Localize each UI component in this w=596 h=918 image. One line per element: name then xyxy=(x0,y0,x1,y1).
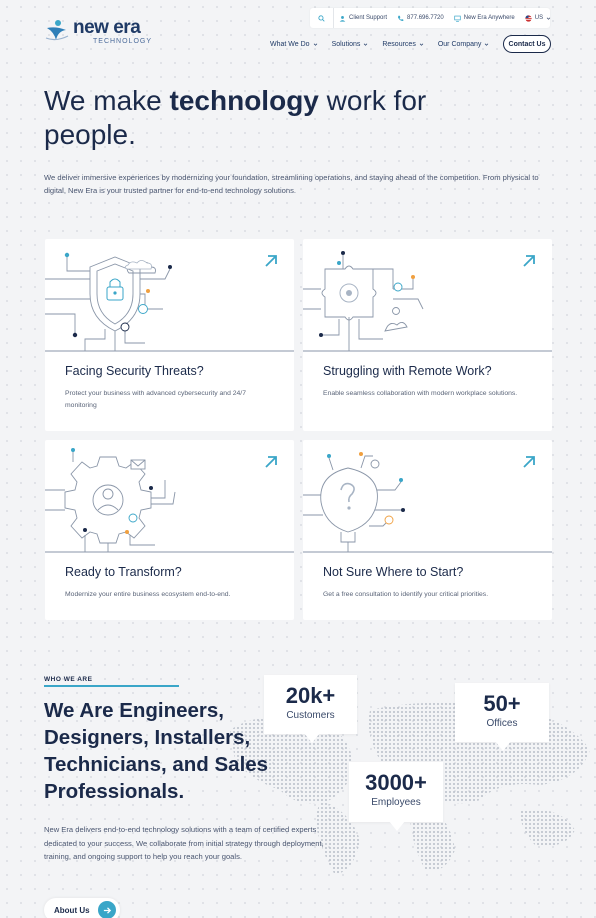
phone-label: 877.696.7720 xyxy=(407,15,444,21)
card-title: Facing Security Threats? xyxy=(65,364,204,378)
nav-our-company[interactable] xyxy=(438,41,490,48)
client-support-label: Client Support xyxy=(349,15,388,21)
chevron-down-icon xyxy=(546,16,551,21)
shield-lock-icon xyxy=(45,239,294,359)
card-description: Protect your business with advanced cybersecurity and 24/7 monitoring xyxy=(65,390,246,409)
hero-title-part1: We make xyxy=(44,85,170,116)
arrow-up-right-icon[interactable] xyxy=(522,254,536,268)
card-consultation[interactable] xyxy=(303,440,552,620)
about-us-button[interactable] xyxy=(44,898,120,918)
chevron-down-icon xyxy=(363,42,368,47)
section-label-underline xyxy=(44,685,179,687)
chevron-down-icon xyxy=(419,42,424,47)
new-era-anywhere-link[interactable] xyxy=(449,8,520,28)
hero-title xyxy=(44,84,484,152)
stat-number: 3000+ xyxy=(365,770,427,795)
nav-label: Our Company xyxy=(437,40,482,48)
nav-solutions[interactable] xyxy=(332,41,369,48)
callout-tail xyxy=(304,733,320,743)
stat-offices xyxy=(455,683,549,742)
phone-link[interactable] xyxy=(392,8,449,28)
lightbulb-question-icon xyxy=(303,440,552,560)
search-button[interactable] xyxy=(310,8,334,28)
arrow-right-icon xyxy=(98,901,116,918)
section-label: WHO WE ARE xyxy=(44,676,93,683)
stat-number: 50+ xyxy=(483,691,521,716)
phone-icon xyxy=(397,15,404,22)
hero-title-part2: work for people. xyxy=(44,85,427,150)
about-us-label: About Us xyxy=(54,905,90,915)
card-title: Not Sure Where to Start? xyxy=(323,565,464,579)
stat-customers xyxy=(264,675,357,734)
who-title: We Are Engineers, Designers, Installers, Technicians, and Sales Professionals. xyxy=(44,699,269,803)
new-era-anywhere-label: New Era Anywhere xyxy=(463,15,515,21)
card-description: Enable seamless collaboration with modern workplace solutions. xyxy=(323,390,518,397)
client-support-link[interactable] xyxy=(334,8,392,28)
logo-mark-icon xyxy=(44,18,70,44)
hero-description: We deliver immersive experiences by modernizing your foundation, streamlining operations, and staying ahead of the competition. From physical to digital, New Era is your trusted partner for end-to-end technology solutions. xyxy=(44,173,539,195)
us-flag-icon xyxy=(525,15,532,22)
chevron-down-icon xyxy=(484,42,489,47)
callout-tail xyxy=(389,821,405,831)
puzzle-icon xyxy=(303,239,552,359)
card-title: Struggling with Remote Work? xyxy=(323,364,492,378)
logo-name: new era xyxy=(73,16,141,38)
stat-number: 20k+ xyxy=(285,683,336,708)
hero-title-bold: technology xyxy=(169,85,319,116)
stat-employees xyxy=(349,762,443,822)
stat-label: Offices xyxy=(486,718,518,729)
card-transform[interactable] xyxy=(45,440,294,620)
card-title: Ready to Transform? xyxy=(65,565,182,579)
who-description: New Era delivers end-to-end technology solutions with a team of certified experts dedicated to your success. We collaborate from initial strategy through deployment, training, and ongoing support to help you reach your goals. xyxy=(44,825,324,861)
arrow-up-right-icon[interactable] xyxy=(522,455,536,469)
logo[interactable] xyxy=(44,16,164,46)
card-description: Modernize your entire business ecosystem end-to-end. xyxy=(65,591,231,598)
locale-selector[interactable] xyxy=(520,8,559,28)
main-nav xyxy=(270,36,503,52)
card-description: Get a free consultation to identify your critical priorities. xyxy=(323,591,489,598)
nav-what-we-do[interactable] xyxy=(270,41,318,48)
search-icon xyxy=(318,15,325,22)
chevron-down-icon xyxy=(313,42,318,47)
monitor-icon xyxy=(454,15,461,22)
support-icon xyxy=(339,15,346,22)
nav-label: Resources xyxy=(382,40,416,48)
utility-bar xyxy=(310,8,550,28)
card-security[interactable] xyxy=(45,239,294,431)
locale-label: US xyxy=(534,15,544,21)
contact-us-button[interactable]: Contact Us xyxy=(503,35,551,53)
callout-tail xyxy=(495,741,511,751)
stat-label: Customers xyxy=(286,710,335,721)
logo-sub: TECHNOLOGY xyxy=(93,37,153,45)
arrow-up-right-icon[interactable] xyxy=(264,254,278,268)
nav-label: Solutions xyxy=(331,40,361,48)
card-remote-work[interactable] xyxy=(303,239,552,431)
arrow-up-right-icon[interactable] xyxy=(264,455,278,469)
gear-user-icon xyxy=(45,440,294,560)
nav-label: What We Do xyxy=(270,40,310,48)
stat-label: Employees xyxy=(371,797,421,808)
nav-resources[interactable] xyxy=(382,41,423,48)
